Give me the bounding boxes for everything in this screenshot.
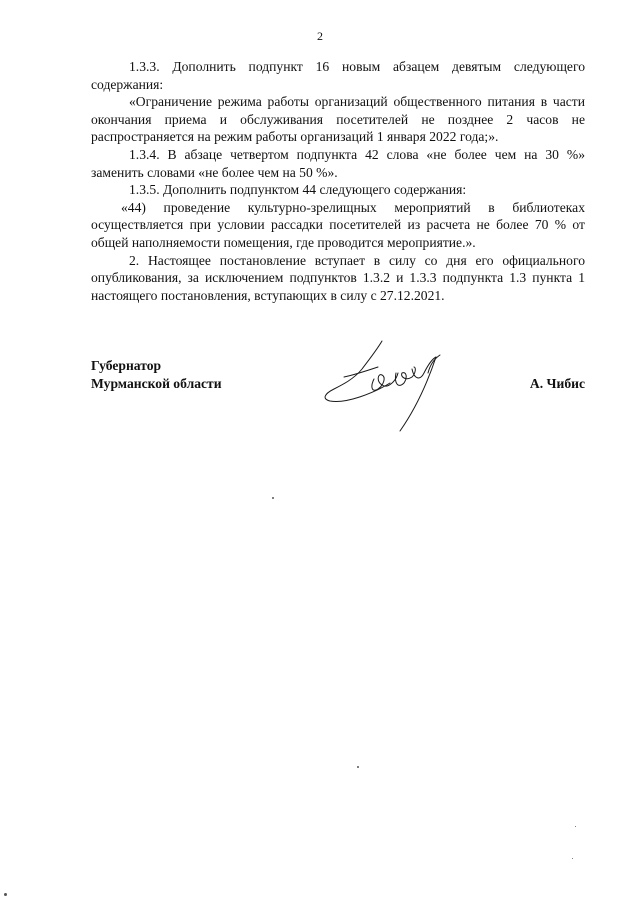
signature-block (91, 357, 585, 447)
signer-name: А. Чибис (529, 375, 585, 391)
signer-title-line-2: Мурманской области (91, 375, 222, 391)
paragraph-2-effective-date: 2. Настоящее постановление вступает в силу со дня его официального опубликования, за исключением подпунктов 1.3.2 и 1.3.3 подпункта 1.3 пункта 1 настоящего постановления, вступающих в силу с 27.12.2021. (91, 252, 585, 303)
paragraph-quote-libraries: «44) проведение культурно-зрелищных мероприятий в библиотеках осуществляется при условии рассадки посетителей из расчета не более 70 % от общей наполняемости помещения, где проводится мероприятие.». (91, 199, 585, 250)
paragraph-quote-catering: «Ограничение режима работы организаций общественного питания в части окончания приема и обслуживания посетителей не позднее 2 часов не распространяется на режим работы организаций 1 января 2022 года;». (91, 94, 585, 145)
scan-speck (272, 497, 274, 499)
paragraph-1-3-5: 1.3.5. Дополнить подпунктом 44 следующего содержания: (129, 182, 467, 198)
scan-speck (575, 826, 576, 827)
paragraph-1-3-4: 1.3.4. В абзаце четвертом подпункта 42 слова «не более чем на 30 %» заменить словами «не более чем на 50 %». (91, 146, 585, 180)
document-body (91, 58, 585, 304)
signer-title (91, 357, 222, 392)
signer-title-line-1: Губернатор (91, 358, 162, 373)
scan-speck (572, 858, 573, 859)
scan-speck (4, 893, 7, 896)
scan-speck (357, 766, 359, 768)
page-number: 2 (317, 29, 323, 43)
paragraph-1-3-3: 1.3.3. Дополнить подпункт 16 новым абзацем девятым следующего содержания: (91, 59, 585, 92)
handwritten-signature (316, 327, 476, 452)
